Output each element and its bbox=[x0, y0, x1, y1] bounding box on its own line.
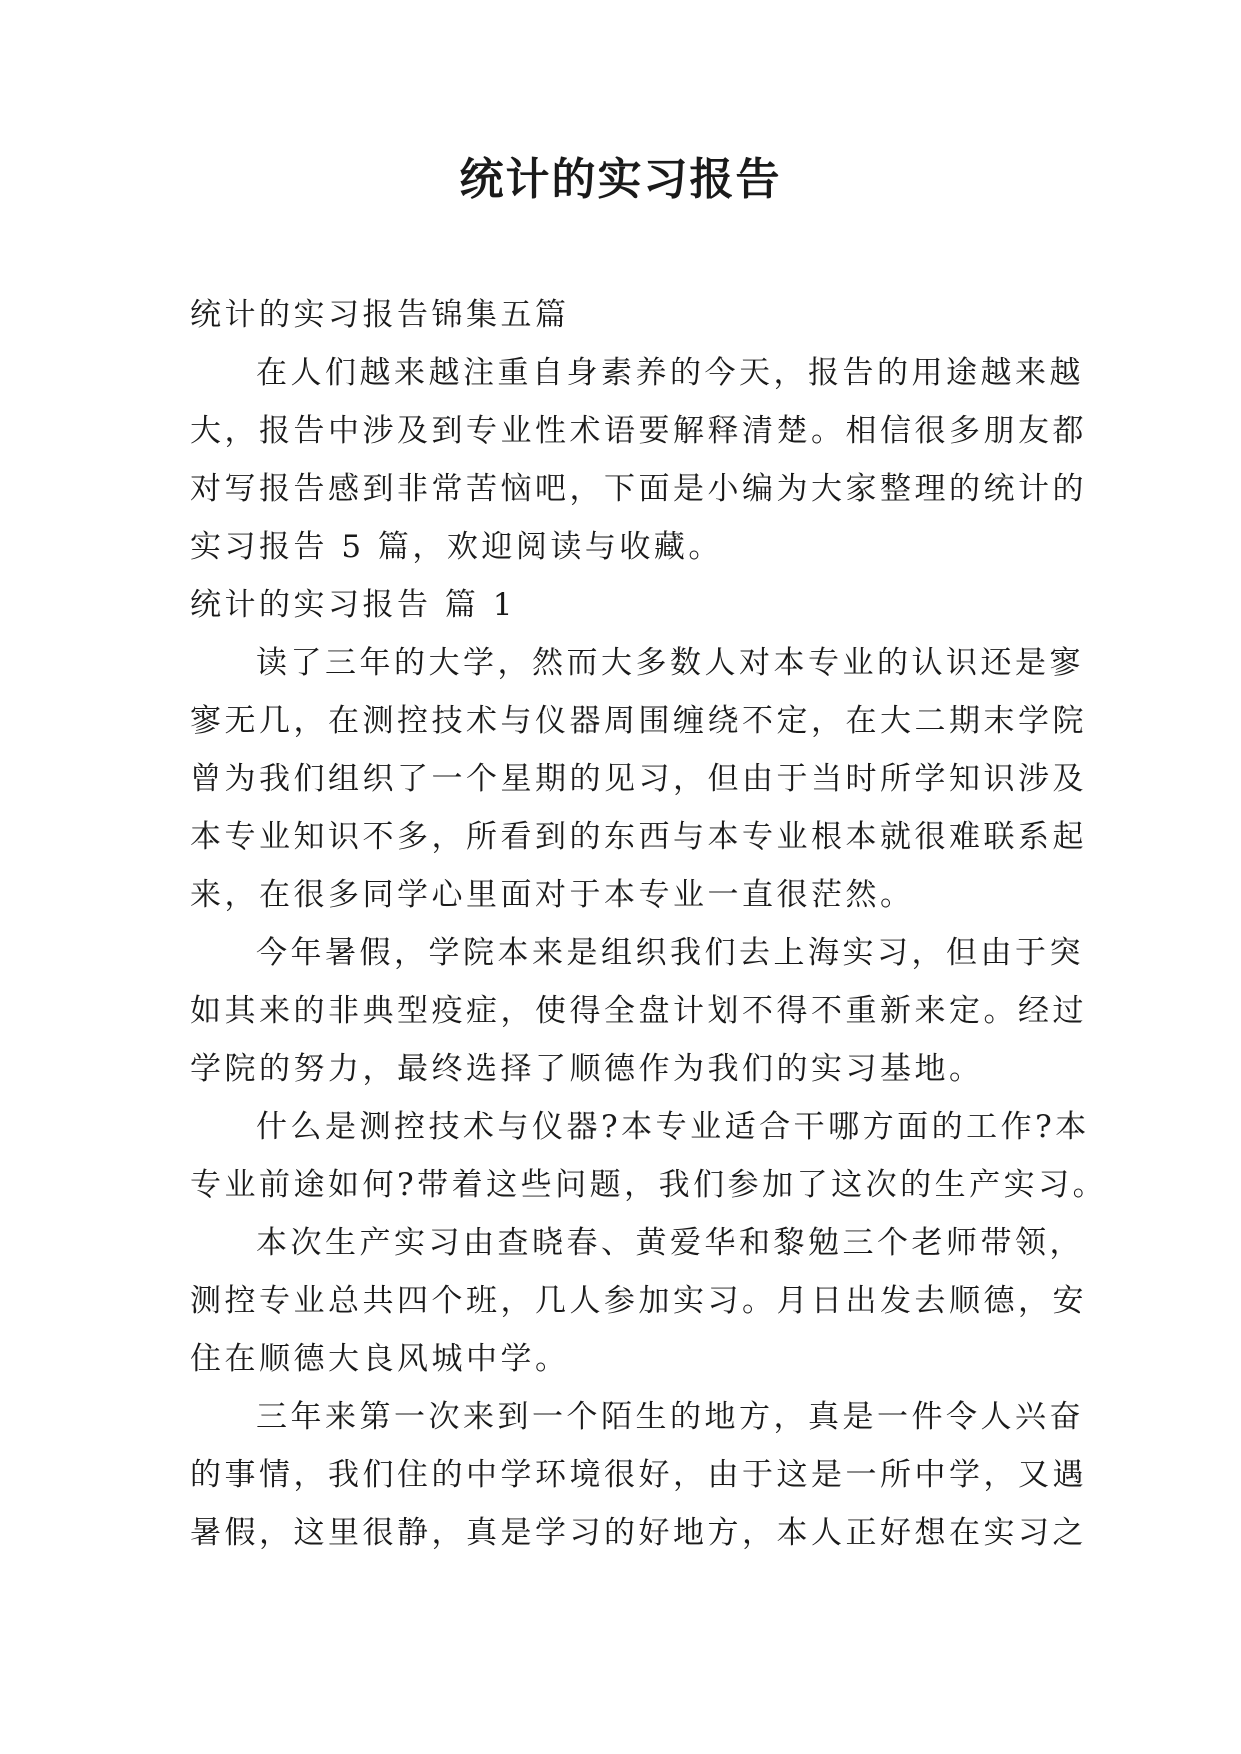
text-line: 测控专业总共四个班，几人参加实习。月日出发去顺德，安 bbox=[190, 1283, 1087, 1319]
text-line: 大，报告中涉及到专业性术语要解释清楚。相信很多朋友都 bbox=[190, 413, 1087, 449]
document-body bbox=[190, 286, 1108, 1562]
text-line: 本专业知识不多，所看到的东西与本专业根本就很难联系起 bbox=[190, 819, 1087, 855]
text-line: 曾为我们组织了一个星期的见习，但由于当时所学知识涉及 bbox=[190, 761, 1087, 797]
text-line: 的事情，我们住的中学环境很好，由于这是一所中学，又遇 bbox=[190, 1457, 1087, 1493]
text-line: 实习报告 5 篇，欢迎阅读与收藏。 bbox=[190, 529, 723, 565]
text-line: 本次生产实习由查晓春、黄爱华和黎勉三个老师带领， bbox=[256, 1225, 1084, 1261]
text-line: 什么是测控技术与仪器?本专业适合干哪方面的工作?本 bbox=[256, 1109, 1090, 1145]
text-line: 来，在很多同学心里面对于本专业一直很茫然。 bbox=[190, 877, 915, 913]
text-line: 暑假，这里很静，真是学习的好地方，本人正好想在实习之 bbox=[190, 1515, 1087, 1551]
text-line: 统计的实习报告锦集五篇 bbox=[190, 297, 570, 333]
document-title: 统计的实习报告 bbox=[459, 154, 782, 205]
text-line: 如其来的非典型疫症，使得全盘计划不得不重新来定。经过 bbox=[190, 993, 1087, 1029]
text-line: 在人们越来越注重自身素养的今天，报告的用途越来越 bbox=[256, 355, 1084, 391]
text-line: 专业前途如何?带着这些问题，我们参加了这次的生产实习。 bbox=[190, 1167, 1108, 1203]
text-line: 学院的努力，最终选择了顺德作为我们的实习基地。 bbox=[190, 1051, 984, 1087]
text-line: 今年暑假，学院本来是组织我们去上海实习，但由于突 bbox=[256, 935, 1084, 971]
section-heading: 统计的实习报告 篇 1 bbox=[190, 587, 516, 623]
text-line: 住在顺德大良风城中学。 bbox=[190, 1341, 570, 1377]
text-line: 三年来第一次来到一个陌生的地方，真是一件令人兴奋 bbox=[256, 1399, 1084, 1435]
text-line: 对写报告感到非常苦恼吧，下面是小编为大家整理的统计的 bbox=[190, 471, 1087, 507]
text-line: 寥无几，在测控技术与仪器周围缠绕不定，在大二期末学院 bbox=[190, 703, 1087, 739]
text-line: 读了三年的大学，然而大多数人对本专业的认识还是寥 bbox=[256, 645, 1084, 681]
